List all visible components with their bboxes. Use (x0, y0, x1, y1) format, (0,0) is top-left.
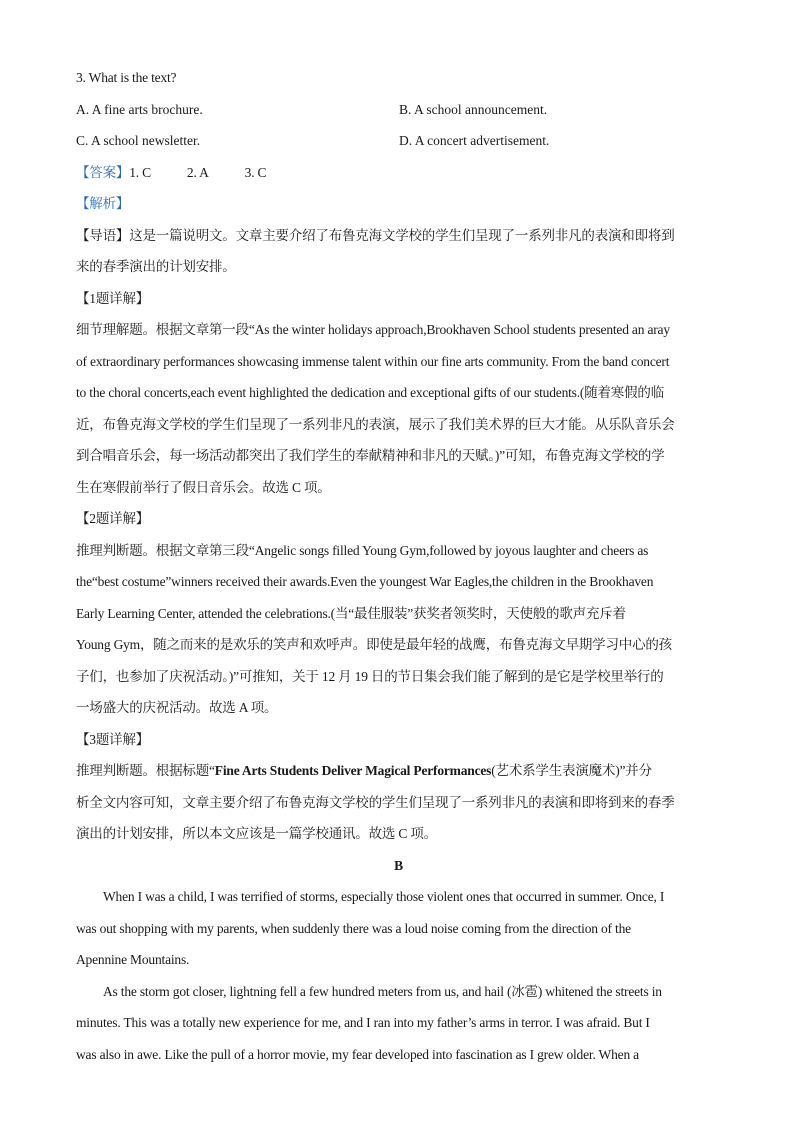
q1-line: 到合唱音乐会，每一场活动都突出了我们学生的奉献精神和非凡的天赋。)”可知，布鲁克海文学校的学 (76, 448, 665, 463)
document-page (76, 62, 721, 1070)
options-row-cd (76, 125, 721, 157)
answer-2: 2. A (186, 164, 209, 180)
option-c: C. A school newsletter. (76, 133, 201, 148)
q3-line-suffix: (艺术系学生表演魔术)”并分 (491, 763, 652, 778)
q1-heading: 【1题详解】 (76, 290, 150, 306)
q1-line: of extraordinary performances showcasing immense talent within our fine arts community. From the band concert (76, 353, 670, 369)
passage-line: minutes. This was a totally new experience for me, and I ran into my father’s arms in terror. I was afraid. But I (76, 1015, 650, 1030)
q3-line-prefix: 推理判断题。根据标题“ (76, 763, 215, 778)
q3-line-title: Fine Arts Students Deliver Magical Performances (214, 763, 492, 778)
option-b: B. A school announcement. (399, 101, 548, 117)
q3-line: 析全文内容可知，文章主要介绍了布鲁克海文学校的学生们呈现了一系列非凡的表演和即将到来的春季 (76, 794, 675, 810)
q2-line: the“best costume”winners received their awards.Even the youngest War Eagles,the children in the Brookhaven (76, 574, 654, 589)
option-a: A. A fine arts brochure. (76, 101, 203, 117)
q2-line: 推理判断题。根据文章第三段“Angelic songs filled Young Gym,followed by joyous laughter and cheers as (76, 542, 649, 558)
q2-line: 子们，也参加了庆祝活动。)”可推知，关于 12 月 19 日的节日集会我们能了解到的是它是学校里举行的 (76, 668, 664, 684)
answer-3: 3. C (244, 164, 267, 180)
question-3-stem: 3. What is the text? (76, 70, 177, 85)
passage-line: Apennine Mountains. (76, 952, 190, 967)
answer-line (76, 157, 721, 189)
section-b-title: B (394, 857, 403, 873)
guide-line: 来的春季演出的计划安排。 (76, 259, 236, 274)
options-row-ab (76, 94, 721, 126)
q1-line: 细节理解题。根据文章第一段“As the winter holidays approach,Brookhaven School students presented an aray (76, 322, 670, 337)
passage-line: As the storm got closer, lightning fell a few hundred meters from us, and hail (冰雹) whitened the streets in (103, 983, 662, 999)
q3-line: 演出的计划安排，所以本文应该是一篇学校通讯。故选 C 项。 (76, 826, 437, 841)
passage-line: When I was a child, I was terrified of storms, especially those violent ones that occurred in summer. Once, I (103, 889, 665, 904)
answer-1: 1. C (129, 164, 151, 180)
q3-heading: 【3题详解】 (76, 731, 150, 747)
answer-label: 【答案】 (76, 164, 130, 180)
q3-line (76, 755, 721, 787)
q2-line: 一场盛大的庆祝活动。故选 A 项。 (76, 700, 278, 715)
q1-line: to the choral concerts,each event highlighted the dedication and exceptional gifts of our students.(随着寒假的临 (76, 385, 665, 400)
passage-line: was also in awe. Like the pull of a horror movie, my fear developed into fascination as I grew older. When a (76, 1046, 639, 1062)
q1-line: 近，布鲁克海文学校的学生们呈现了一系列非凡的表演，展示了我们美术界的巨大才能。从乐队音乐会 (76, 416, 675, 432)
passage-line: was out shopping with my parents, when suddenly there was a loud noise coming from the direction of the (76, 920, 631, 936)
analysis-label: 【解析】 (76, 196, 130, 211)
guide-line: 【导语】这是一篇说明文。文章主要介绍了布鲁克海文学校的学生们呈现了一系列非凡的表演和即将到 (76, 227, 675, 243)
q2-heading: 【2题详解】 (76, 511, 150, 526)
q2-line: Early Learning Center, attended the celebrations.(当“最佳服装”获奖者领奖时，天使般的歌声充斥着 (76, 605, 626, 621)
option-d: D. A concert advertisement. (399, 133, 550, 148)
q1-line: 生在寒假前举行了假日音乐会。故选 C 项。 (76, 479, 331, 495)
q2-line: Young Gym，随之而来的是欢乐的笑声和欢呼声。即使是最年轻的战鹰，布鲁克海文早期学习中心的孩 (76, 637, 672, 652)
